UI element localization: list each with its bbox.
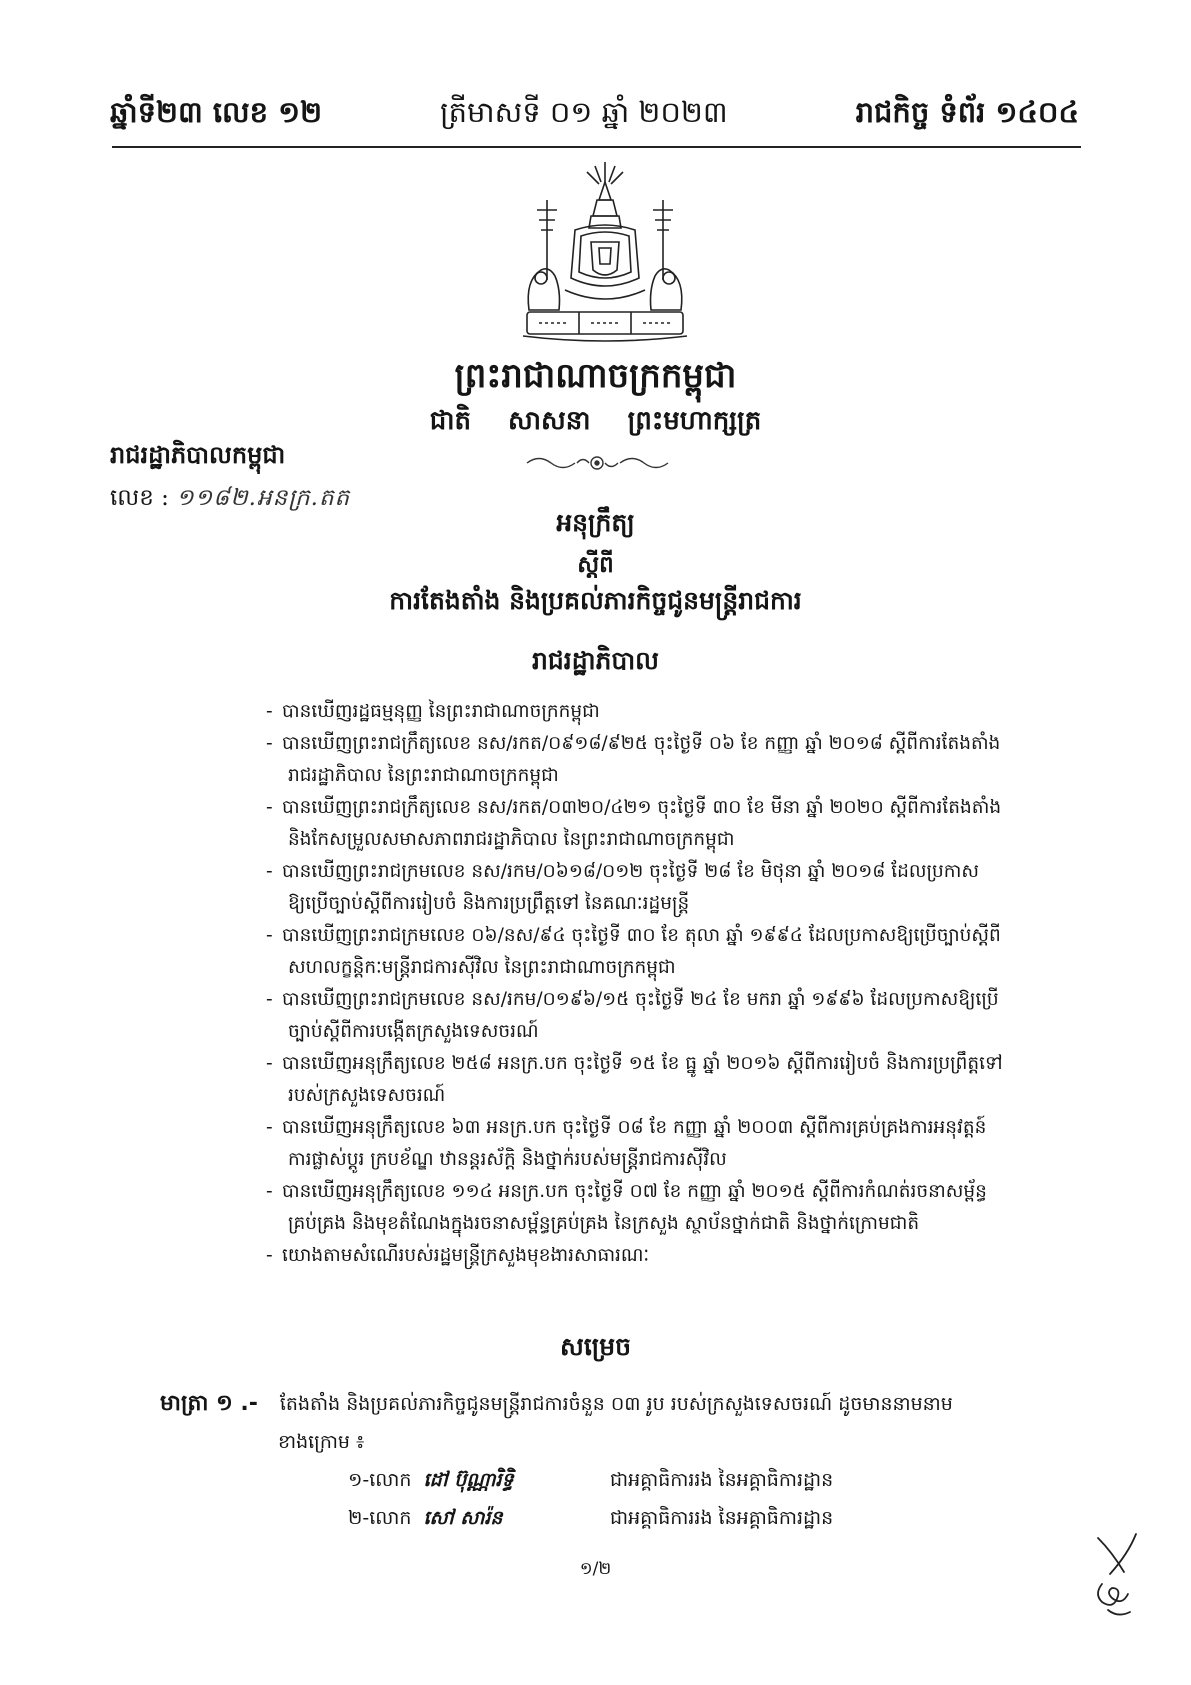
decree-number-label: លេខ :	[110, 485, 169, 511]
appointee-1-position: ជាអគ្គាធិការរង នៃអគ្គាធិការដ្ឋាន	[610, 1469, 834, 1491]
consideration-text: បានឃើញព្រះរាជក្រឹត្យលេខ នស/រកត/០៩១៨/៩២៥ ចុះថ្ងៃទី ០៦ ខែ កញ្ញា ឆ្នាំ ២០១៨ ស្តីពីការតែងតាំង	[282, 733, 1001, 754]
consideration-item: - បានឃើញព្រះរាជក្រមលេខ ០៦/នស/៩៤ ចុះថ្ងៃទី ៣០ ខែ តុលា ឆ្នាំ ១៩៩៤ ដែលប្រកាសឱ្យប្រើច្បាប់ស្តីពី សហលក្ខន្តិកៈមន្ត្រីរាជការស៊ីវិល នៃព្រះរាជាណាចក្រកម្ពុជា	[266, 920, 1084, 984]
consideration-continuation: ច្បាប់ស្តីពីការបង្កើតក្រសួងទេសចរណ៍	[288, 1021, 539, 1042]
consideration-item: - បានឃើញព្រះរាជក្រមលេខ នស/រកម/០៦១៨/០១២ ចុះថ្ងៃទី ២៨ ខែ មិថុនា ឆ្នាំ ២០១៨ ដែលប្រកាស ឱ្យប្រើច្បាប់ស្តីពីការរៀបចំ និងការប្រព្រឹត្តទៅ នៃគណៈរដ្ឋមន្ត្រី	[266, 856, 1084, 920]
ornament-divider-icon	[525, 452, 670, 474]
considerations-list	[266, 696, 1084, 1272]
consideration-continuation: រាជរដ្ឋាភិបាល នៃព្រះរាជាណាចក្រកម្ពុជា	[288, 765, 559, 786]
consideration-text: យោងតាមសំណើរបស់រដ្ឋមន្ត្រីក្រសួងមុខងារសាធារណៈ	[282, 1245, 650, 1266]
appointee-2-position: ជាអគ្គាធិការរង នៃអគ្គាធិការដ្ឋាន	[610, 1507, 834, 1529]
appointee-1	[348, 1468, 514, 1496]
kingdom-title: ព្រះរាជាណាចក្រកម្ពុជា	[454, 356, 737, 396]
consideration-text: បានឃើញព្រះរាជក្រឹត្យលេខ នស/រកត/០៣២០/៤២១ ចុះថ្ងៃទី ៣០ ខែ មីនា ឆ្នាំ ២០២០ ស្តីពីការតែងតាំង	[282, 797, 1002, 818]
issuing-authority: រាជរដ្ឋាភិបាលកម្ពុជា	[110, 441, 286, 469]
article-label: មាត្រា ១ .-	[160, 1391, 258, 1416]
decree-number-value: ១១៨២.អនក្រ.តត	[176, 485, 351, 511]
appointee-2	[348, 1506, 502, 1534]
gazette-page-number: រាជកិច្ច ទំព័រ ១៤០៤	[855, 95, 1079, 129]
appointee-prefix: ១-លោក	[348, 1469, 412, 1491]
national-motto: ជាតិ សាសនា ព្រះមហាក្សត្រ	[429, 406, 762, 436]
consideration-item: - បានឃើញព្រះរាជក្រឹត្យលេខ នស/រកត/០៣២០/៤២១ ចុះថ្ងៃទី ៣០ ខែ មីនា ឆ្នាំ ២០២០ ស្តីពីការតែងតាំង និងកែសម្រួលសមាសភាពរាជរដ្ឋាភិបាល នៃព្រះរាជាណាចក្រកម្ពុជា	[266, 792, 1084, 856]
consideration-continuation: គ្រប់គ្រង និងមុខតំណែងក្នុងរចនាសម្ព័ន្ធគ្រប់គ្រង នៃក្រសួង ស្ថាប័នថ្នាក់ជាតិ និងថ្នាក់ក្រោមជាតិ	[288, 1213, 920, 1234]
decree-subject: ការតែងតាំង និងប្រគល់ភារកិច្ចជូនមន្ត្រីរាជការ	[389, 586, 802, 615]
appointee-prefix: ២-លោក	[348, 1507, 412, 1529]
article-text: តែងតាំង និងប្រគល់ភារកិច្ចជូនមន្ត្រីរាជការចំនួន ០៣ រូប របស់ក្រសួងទេសចរណ៍ ដូចមាននាមនាម	[279, 1393, 953, 1415]
handwritten-initials-icon	[1088, 1532, 1144, 1622]
decision-heading: សម្រេច	[560, 1332, 631, 1361]
consideration-item: - យោងតាមសំណើរបស់រដ្ឋមន្ត្រីក្រសួងមុខងារសាធារណៈ	[266, 1245, 650, 1266]
consideration-item: - បានឃើញរដ្ឋធម្មនុញ្ញ នៃព្រះរាជាណាចក្រកម្ពុជា	[266, 701, 600, 722]
article-text-continuation: ខាងក្រោម ៖	[278, 1431, 365, 1453]
consideration-continuation: ការផ្លាស់ប្តូរ ក្របខ័ណ្ឌ ឋានន្តរស័ក្តិ និងថ្នាក់របស់មន្ត្រីរាជការស៊ីវិល	[288, 1149, 727, 1170]
royal-coat-of-arms-icon	[515, 160, 695, 350]
government-heading: រាជរដ្ឋាភិបាល	[532, 646, 659, 675]
consideration-item: - បានឃើញព្រះរាជក្រឹត្យលេខ នស/រកត/០៩១៨/៩២៥ ចុះថ្ងៃទី ០៦ ខែ កញ្ញា ឆ្នាំ ២០១៨ ស្តីពីការតែងតាំង រាជរដ្ឋាភិបាល នៃព្រះរាជាណាចក្រកម្ពុជា	[266, 728, 1084, 792]
consideration-text: បានឃើញព្រះរាជក្រមលេខ នស/រកម/០១៩៦/១៥ ចុះថ្ងៃទី ២៤ ខែ មករា ឆ្នាំ ១៩៩៦ ដែលប្រកាសឱ្យប្រើ	[282, 989, 999, 1010]
consideration-continuation: ឱ្យប្រើច្បាប់ស្តីពីការរៀបចំ និងការប្រព្រឹត្តទៅ នៃគណៈរដ្ឋមន្ត្រី	[288, 893, 690, 914]
consideration-continuation: និងកែសម្រួលសមាសភាពរាជរដ្ឋាភិបាល នៃព្រះរាជាណាចក្រកម្ពុជា	[288, 829, 735, 850]
header-rule	[112, 146, 1081, 148]
page-number: ១/២	[579, 1559, 612, 1579]
article-1	[160, 1385, 1090, 1461]
consideration-item: - បានឃើញអនុក្រឹត្យលេខ ២៥៨ អនក្រ.បក ចុះថ្ងៃទី ១៥ ខែ ធ្នូ ឆ្នាំ ២០១៦ ស្តីពីការរៀបចំ និងការប្រព្រឹត្តទៅ របស់ក្រសួងទេសចរណ៍	[266, 1048, 1084, 1112]
consideration-item: - បានឃើញអនុក្រឹត្យលេខ ៦៣ អនក្រ.បក ចុះថ្ងៃទី ០៨ ខែ កញ្ញា ឆ្នាំ ២០០៣ ស្តីពីការគ្រប់គ្រងការអនុវត្តន៍ ការផ្លាស់ប្តូរ ក្របខ័ណ្ឌ ឋានន្តរស័ក្តិ និងថ្នាក់របស់មន្ត្រីរាជការស៊ីវិល	[266, 1112, 1084, 1176]
consideration-text: បានឃើញព្រះរាជក្រមលេខ ០៦/នស/៩៤ ចុះថ្ងៃទី ៣០ ខែ តុលា ឆ្នាំ ១៩៩៤ ដែលប្រកាសឱ្យប្រើច្បាប់ស្តីពី	[282, 925, 1001, 946]
consideration-continuation: សហលក្ខន្តិកៈមន្ត្រីរាជការស៊ីវិល នៃព្រះរាជាណាចក្រកម្ពុជា	[288, 957, 676, 978]
consideration-text: បានឃើញអនុក្រឹត្យលេខ ១១៤ អនក្រ.បក ចុះថ្ងៃទី ០៧ ខែ កញ្ញា ឆ្នាំ ២០១៥ ស្តីពីការកំណត់រចនាសម្ព័ន្ធ	[282, 1181, 987, 1202]
appointee-name: សៅ សារ៉ន	[423, 1507, 503, 1529]
appointee-name: ដៅ ប៊ុណ្ណារិទ្ធិ	[423, 1469, 514, 1491]
consideration-item: - បានឃើញអនុក្រឹត្យលេខ ១១៤ អនក្រ.បក ចុះថ្ងៃទី ០៧ ខែ កញ្ញា ឆ្នាំ ២០១៥ ស្តីពីការកំណត់រចនាសម្ព័ន្ធ គ្រប់គ្រង និងមុខតំណែងក្នុងរចនាសម្ព័ន្ធគ្រប់គ្រង នៃក្រសួង ស្ថាប័នថ្នាក់ជាតិ និងថ្នាក់ក្រោមជាតិ	[266, 1176, 1084, 1240]
consideration-text: បានឃើញអនុក្រឹត្យលេខ ២៥៨ អនក្រ.បក ចុះថ្ងៃទី ១៥ ខែ ធ្នូ ឆ្នាំ ២០១៦ ស្តីពីការរៀបចំ និងការប្រព្រឹត្តទៅ	[282, 1053, 1003, 1074]
consideration-text: បានឃើញរដ្ឋធម្មនុញ្ញ នៃព្រះរាជាណាចក្រកម្ពុជា	[282, 701, 600, 722]
consideration-continuation: របស់ក្រសួងទេសចរណ៍	[288, 1085, 446, 1106]
gazette-date: ត្រីមាសទី ០១ ឆ្នាំ ២០២៣	[440, 95, 728, 129]
gazette-issue: ឆ្នាំទី២៣ លេខ ១២	[110, 95, 323, 129]
about-label: ស្តីពី	[577, 552, 614, 578]
consideration-text: បានឃើញអនុក្រឹត្យលេខ ៦៣ អនក្រ.បក ចុះថ្ងៃទី ០៨ ខែ កញ្ញា ឆ្នាំ ២០០៣ ស្តីពីការគ្រប់គ្រងការអនុវត្តន៍	[282, 1117, 987, 1138]
document-type: អនុក្រឹត្យ	[556, 508, 635, 537]
consideration-item: - បានឃើញព្រះរាជក្រមលេខ នស/រកម/០១៩៦/១៥ ចុះថ្ងៃទី ២៤ ខែ មករា ឆ្នាំ ១៩៩៦ ដែលប្រកាសឱ្យប្រើ ច្បាប់ស្តីពីការបង្កើតក្រសួងទេសចរណ៍	[266, 984, 1084, 1048]
consideration-text: បានឃើញព្រះរាជក្រមលេខ នស/រកម/០៦១៨/០១២ ចុះថ្ងៃទី ២៨ ខែ មិថុនា ឆ្នាំ ២០១៨ ដែលប្រកាស	[282, 861, 979, 882]
